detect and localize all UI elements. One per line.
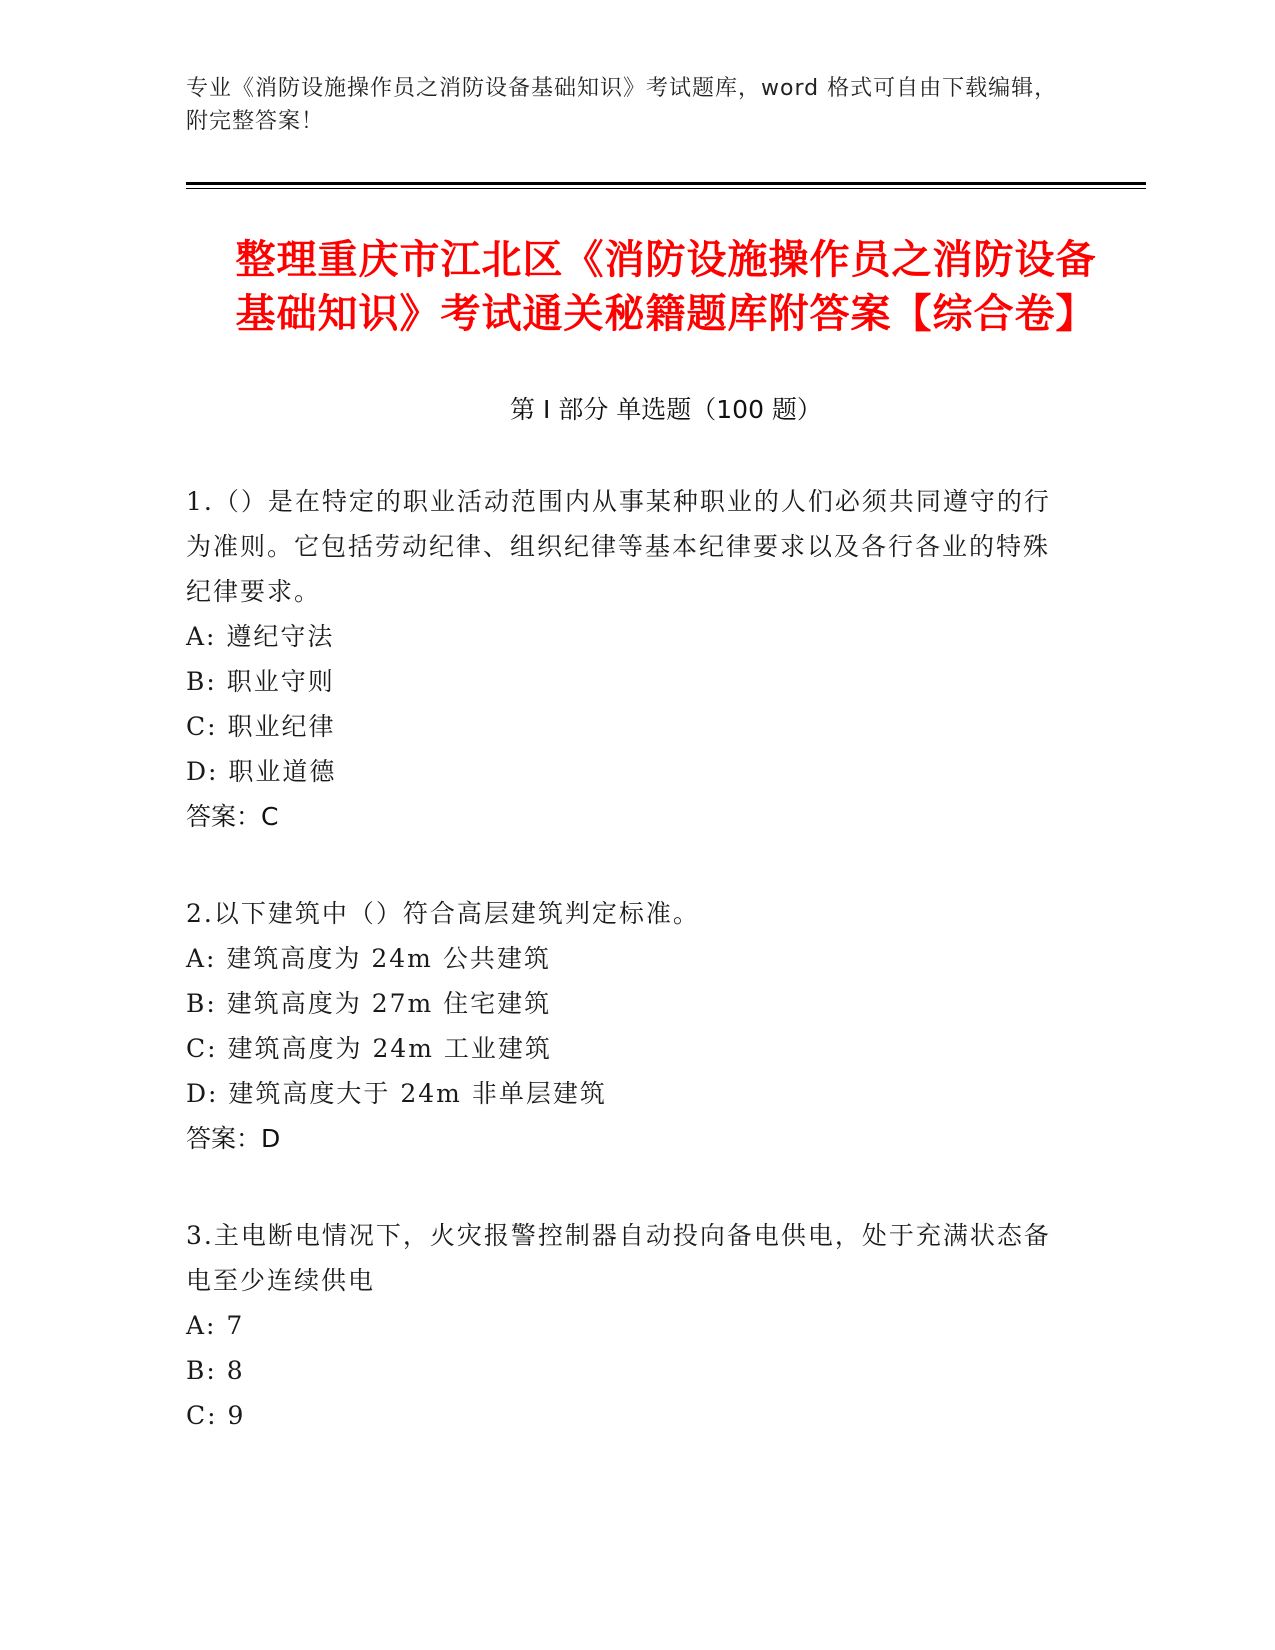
option-a: A: 遵纪守法 bbox=[186, 622, 335, 651]
option-d: D: 建筑高度大于 24m 非单层建筑 bbox=[186, 1079, 607, 1108]
answer: 答案：D bbox=[186, 1124, 281, 1153]
option-c: C: 职业纪律 bbox=[186, 712, 336, 741]
question-stem: 2.以下建筑中（）符合高层建筑判定标准。 bbox=[186, 899, 700, 928]
header-divider bbox=[186, 182, 1146, 189]
divider-thin-line bbox=[186, 188, 1146, 189]
question-stem: 1.（）是在特定的职业活动范围内从事某种职业的人们必须共同遵守的行为准则。它包括劳动纪律、组织纪律等基本纪律要求以及各行各业的特殊纪律要求。 bbox=[186, 487, 1051, 606]
option-b: B: 建筑高度为 27m 住宅建筑 bbox=[186, 989, 552, 1018]
header-note: 专业《消防设施操作员之消防设备基础知识》考试题库，word 格式可自由下载编辑，附完整答案！ bbox=[186, 76, 1058, 134]
answer: 答案：C bbox=[186, 802, 279, 831]
option-b: B: 8 bbox=[186, 1356, 245, 1385]
question-3 bbox=[186, 1213, 1146, 1438]
question-1 bbox=[186, 479, 1146, 839]
option-b: B: 职业守则 bbox=[186, 667, 335, 696]
document-title: 整理重庆市江北区《消防设施操作员之消防设备基础知识》考试通关秘籍题库附答案【综合卷】 bbox=[235, 237, 1097, 337]
option-a: A: 7 bbox=[186, 1311, 245, 1340]
question-2 bbox=[186, 891, 1146, 1161]
option-d: D: 职业道德 bbox=[186, 757, 337, 786]
question-stem: 3.主电断电情况下，火灾报警控制器自动投向备电供电，处于充满状态备电至少连续供电 bbox=[186, 1221, 1051, 1295]
option-c: C: 9 bbox=[186, 1401, 246, 1430]
document-page bbox=[186, 0, 1146, 1438]
section-title: 第 I 部分 单选题（100 题） bbox=[510, 395, 822, 424]
divider-thick-line bbox=[186, 182, 1146, 185]
option-a: A: 建筑高度为 24m 公共建筑 bbox=[186, 944, 551, 973]
option-c: C: 建筑高度为 24m 工业建筑 bbox=[186, 1034, 552, 1063]
